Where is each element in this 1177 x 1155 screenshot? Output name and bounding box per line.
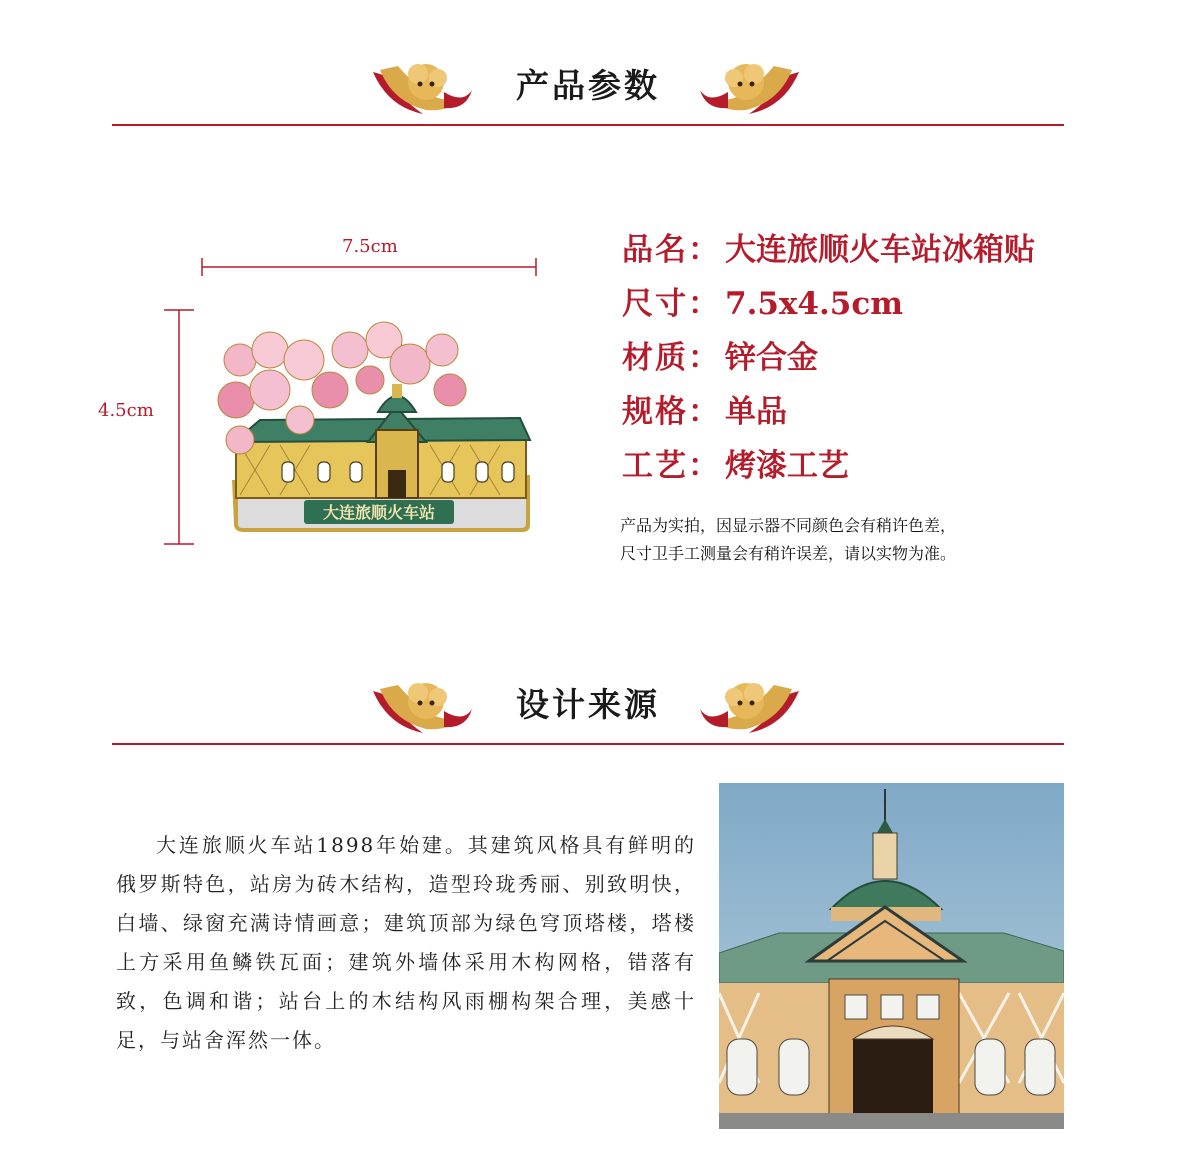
height-label: 4.5cm — [98, 400, 154, 421]
spec-list — [622, 224, 1142, 494]
note-line: 尺寸卫手工测量会有稍许误差，请以实物为准。 — [620, 544, 957, 563]
spec-row-material — [622, 332, 1142, 386]
spec-key: 工艺： — [622, 448, 721, 484]
spec-row-name — [622, 224, 1142, 278]
width-dimension — [200, 236, 538, 276]
ornament-cloud-icon — [694, 52, 804, 122]
station-photo — [719, 783, 1064, 1129]
height-dimension — [158, 308, 198, 546]
spec-key: 规格： — [622, 394, 721, 430]
spec-row-craft — [622, 440, 1142, 494]
design-description — [116, 826, 696, 1060]
note-line: 产品为实拍，因显示器不同颜色会有稍许色差， — [620, 516, 957, 535]
section-header-product-params — [112, 56, 1064, 126]
ornament-cloud-icon — [694, 671, 804, 741]
spec-value: 烤漆工艺 — [725, 448, 849, 484]
spec-row-size — [622, 278, 1142, 332]
spec-value: 大连旅顺火车站冰箱贴 — [725, 232, 1035, 268]
width-label: 7.5cm — [342, 236, 398, 257]
spec-value: 锌合金 — [725, 340, 818, 376]
magnet-inscription: 大连旅顺火车站 — [322, 503, 436, 522]
section-title: 设计来源 — [516, 685, 660, 724]
section-header-design-source — [112, 675, 1064, 745]
description-text: 大连旅顺火车站1898年始建。其建筑风格具有鲜明的俄罗斯特色，站房为砖木结构，造型玲珑秀丽、别致明快，白墙、绿窗充满诗情画意；建筑顶部为绿色穹顶塔楼，塔楼上方采用鱼鳞铁瓦面；建筑外墙体采用木构网格，错落有致，色调和谐；站台上的木结构风雨棚构架合理，美感十足，与站舍浑然一体。 — [116, 833, 696, 1052]
disclaimer-note — [620, 512, 1060, 568]
divider — [112, 124, 1064, 126]
section-title: 产品参数 — [516, 66, 660, 105]
spec-key: 材质： — [622, 340, 721, 376]
fridge-magnet-image — [200, 320, 540, 540]
spec-row-spec — [622, 386, 1142, 440]
spec-key: 尺寸： — [622, 286, 721, 322]
divider — [112, 743, 1064, 745]
spec-value: 单品 — [725, 394, 787, 430]
spec-key: 品名： — [622, 232, 721, 268]
spec-value: 7.5x4.5cm — [725, 286, 904, 322]
